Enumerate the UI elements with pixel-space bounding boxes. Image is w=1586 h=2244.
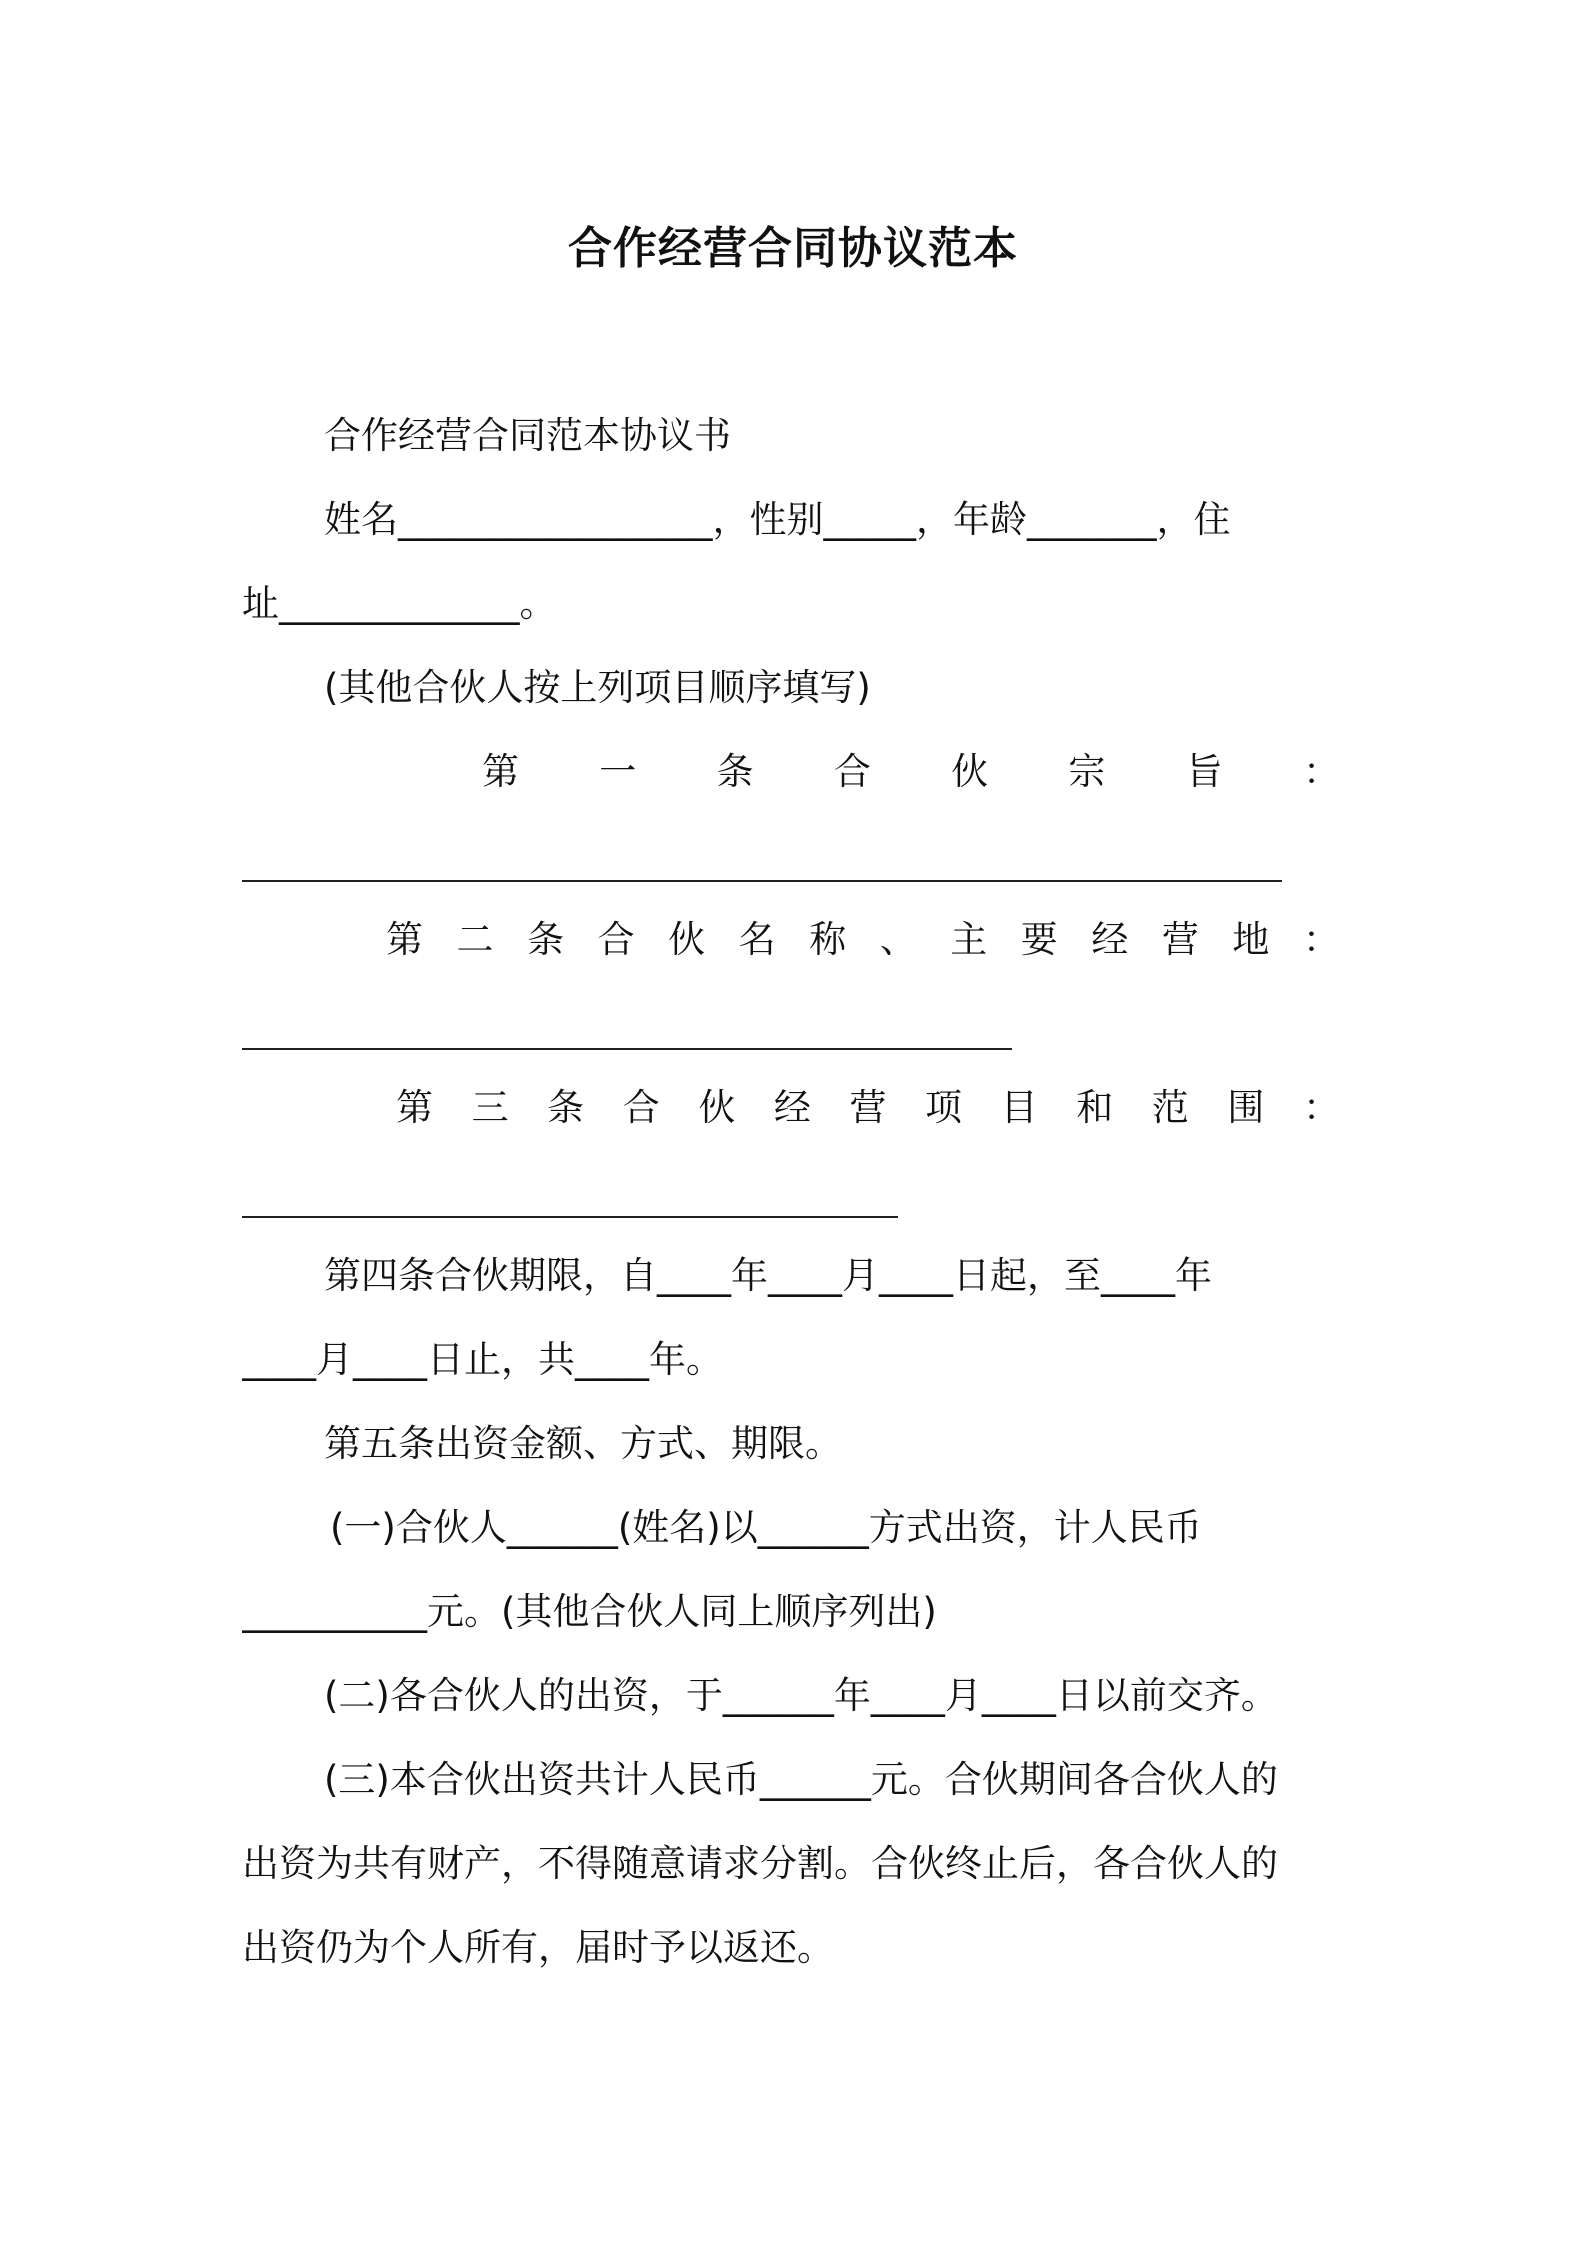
heading-char: 三 [471, 1086, 509, 1129]
personal-info-line-1: 姓名_________________，性别_____，年龄_______，住 [324, 498, 1231, 541]
heading-char: 合 [597, 918, 635, 961]
heading-char: 第 [482, 750, 519, 793]
heading-char: 宗 [1068, 750, 1106, 793]
article-1-heading [482, 748, 1340, 796]
article-3-heading [396, 1084, 1340, 1132]
article-3-blank-line [242, 1216, 898, 1218]
heading-char: 伙 [951, 750, 989, 793]
heading-char: 条 [547, 1086, 585, 1129]
personal-info-line-2: 址_____________。 [242, 582, 557, 625]
heading-char: 和 [1076, 1086, 1114, 1129]
heading-char: 第 [386, 918, 423, 961]
heading-char: 主 [950, 918, 988, 961]
heading-char: ： [1302, 750, 1340, 793]
article-1-blank-line [242, 880, 1282, 882]
heading-char: ： [1302, 1086, 1340, 1129]
article-5-item-3-line-3: 出资仍为个人所有，届时予以返还。 [242, 1926, 834, 1969]
heading-char: 旨 [1185, 750, 1223, 793]
heading-char: 围 [1227, 1086, 1265, 1129]
article-5-item-3-line-1: (三)本合伙出资共计人民币______元。合伙期间各合伙人的 [324, 1758, 1278, 1801]
article-5-item-1-line-2: __________元。(其他合伙人同上顺序列出) [242, 1590, 937, 1633]
heading-char: 合 [622, 1086, 660, 1129]
article-5-heading: 第五条出资金额、方式、期限。 [324, 1422, 842, 1465]
article-2-heading [386, 916, 1340, 964]
heading-char: 目 [1000, 1086, 1038, 1129]
heading-char: 地 [1232, 918, 1270, 961]
heading-char: 范 [1151, 1086, 1189, 1129]
heading-char: 名 [738, 918, 776, 961]
document-subtitle: 合作经营合同范本协议书 [324, 414, 731, 457]
document-title: 合作经营合同协议范本 [568, 223, 1018, 274]
article-5-item-3-line-2: 出资为共有财产，不得随意请求分割。合伙终止后，各合伙人的 [242, 1842, 1278, 1885]
heading-char: 第 [396, 1086, 433, 1129]
heading-char: 伙 [668, 918, 706, 961]
heading-char: 营 [1161, 918, 1199, 961]
article-4-line-1: 第四条合伙期限，自____年____月____日起，至____年 [324, 1254, 1212, 1297]
heading-char: 称 [809, 918, 847, 961]
heading-char: ： [1302, 918, 1340, 961]
article-5-item-1-line-1: (一)合伙人______(姓名)以______方式出资，计人民币 [330, 1506, 1202, 1549]
heading-char: 条 [527, 918, 565, 961]
heading-char: 营 [849, 1086, 887, 1129]
heading-char: 条 [716, 750, 754, 793]
heading-char: 、 [879, 918, 917, 961]
heading-char: 要 [1020, 918, 1058, 961]
heading-char: 经 [773, 1086, 811, 1129]
article-5-item-2: (二)各合伙人的出资，于______年____月____日以前交齐。 [324, 1674, 1278, 1717]
heading-char: 合 [833, 750, 871, 793]
heading-char: 伙 [698, 1086, 736, 1129]
article-2-blank-line [242, 1048, 1012, 1050]
heading-char: 经 [1091, 918, 1129, 961]
heading-char: 一 [599, 750, 637, 793]
heading-char: 项 [925, 1086, 963, 1129]
article-4-line-2: ____月____日止，共____年。 [242, 1338, 723, 1381]
heading-char: 二 [456, 918, 494, 961]
note-other-partners: (其他合伙人按上列项目顺序填写) [324, 666, 871, 709]
